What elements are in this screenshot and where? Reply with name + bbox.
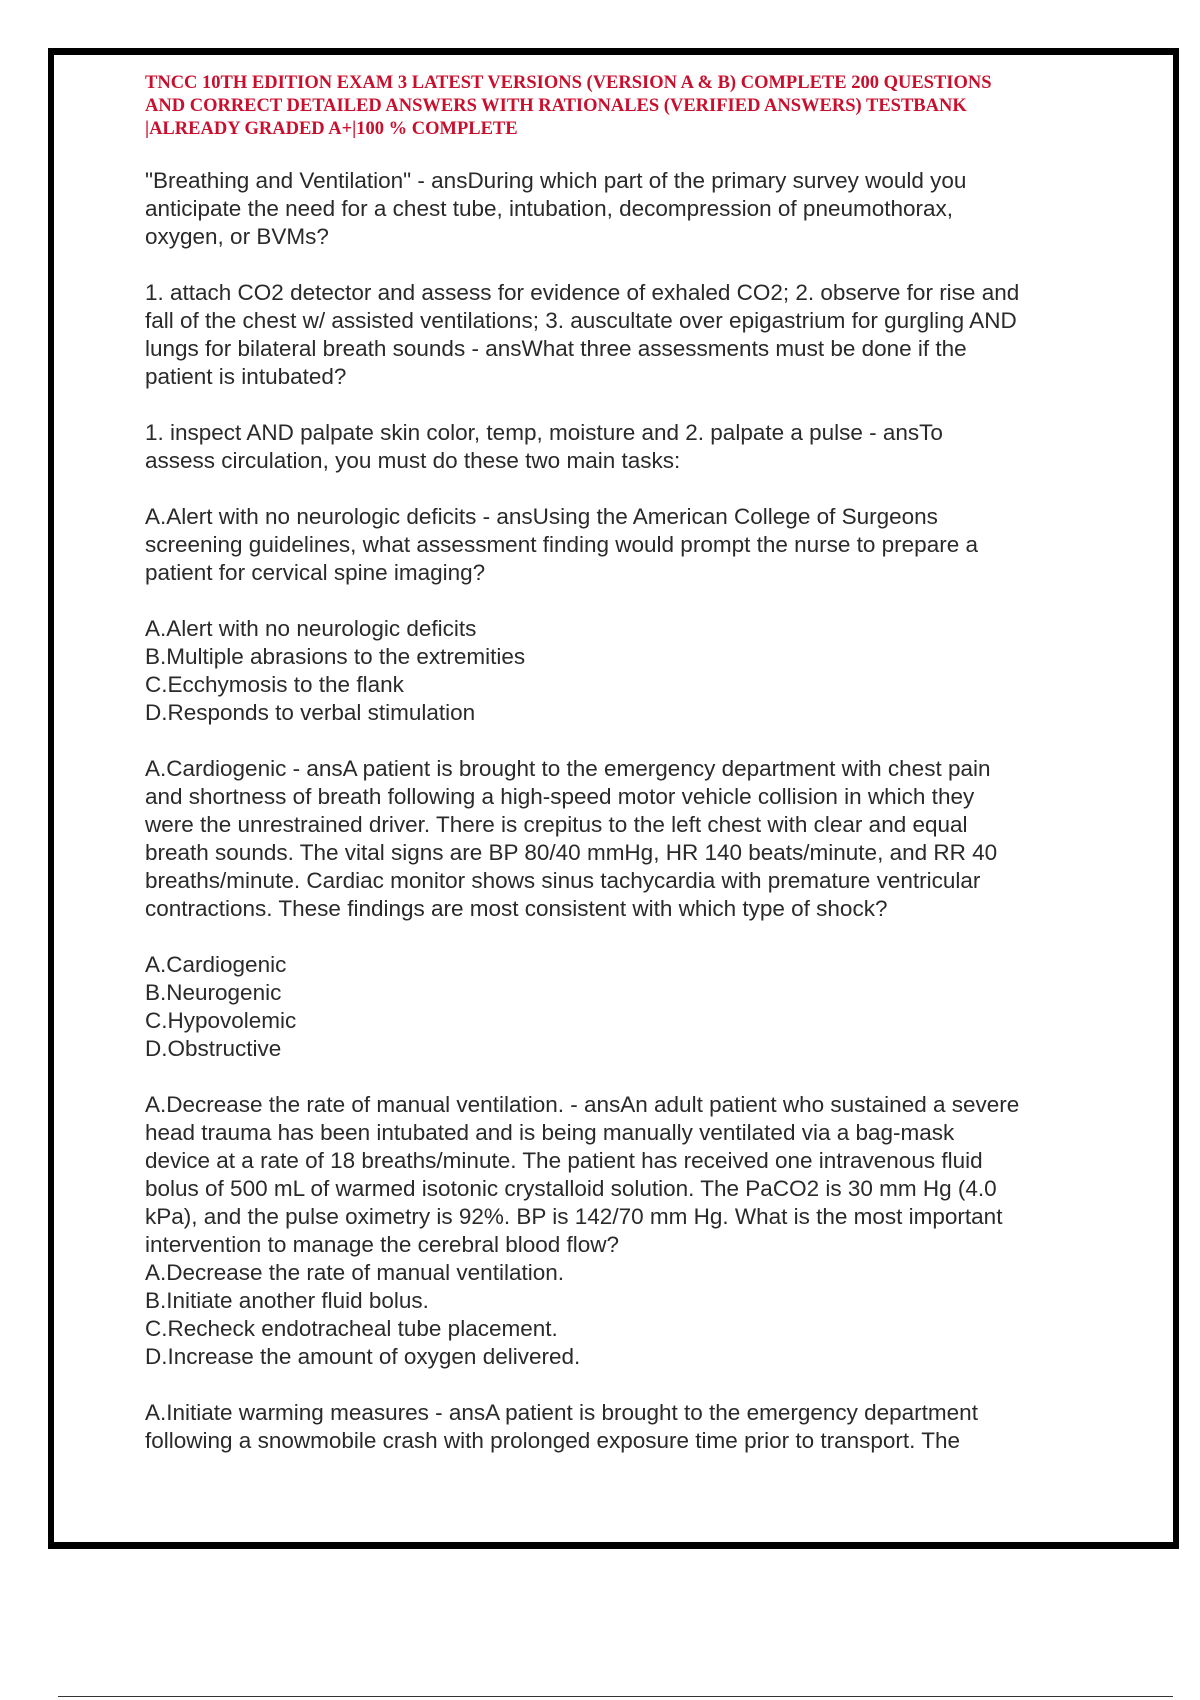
option-line: C.Hypovolemic xyxy=(145,1008,297,1033)
option-line: B.Neurogenic xyxy=(145,980,282,1005)
text-line: 1. inspect AND palpate skin color, temp, moisture and 2. palpate a pulse - ansTo xyxy=(145,420,943,445)
text-line: A.Decrease the rate of manual ventilation. - ansAn adult patient who sustained a severe xyxy=(145,1092,1020,1117)
text-line: breaths/minute. Cardiac monitor shows sinus tachycardia with premature ventricular xyxy=(145,868,981,893)
qa-block xyxy=(145,279,1095,391)
text-line: anticipate the need for a chest tube, intubation, decompression of pneumothorax, xyxy=(145,196,954,221)
option-line: A.Alert with no neurologic deficits xyxy=(145,616,477,641)
option-line: C.Ecchymosis to the flank xyxy=(145,672,404,697)
option-line: D.Obstructive xyxy=(145,1036,282,1061)
title-line: |ALREADY GRADED A+|100 % COMPLETE xyxy=(145,119,518,139)
document-title xyxy=(145,72,1105,141)
options-block xyxy=(145,615,1095,727)
option-line: B.Multiple abrasions to the extremities xyxy=(145,644,526,669)
qa-block xyxy=(145,755,1095,923)
text-line: intervention to manage the cerebral blood flow? xyxy=(145,1232,620,1257)
qa-block xyxy=(145,167,1095,251)
text-line: assess circulation, you must do these two main tasks: xyxy=(145,448,681,473)
qa-block xyxy=(145,419,1095,475)
text-line: "Breathing and Ventilation" - ansDuring which part of the primary survey would you xyxy=(145,168,967,193)
footer-rule xyxy=(58,1696,1173,1697)
text-line: A.Cardiogenic - ansA patient is brought to the emergency department with chest pain xyxy=(145,756,991,781)
options-block xyxy=(145,951,1095,1063)
text-line: device at a rate of 18 breaths/minute. The patient has received one intravenous fluid xyxy=(145,1148,983,1173)
text-line: oxygen, or BVMs? xyxy=(145,224,329,249)
text-line: were the unrestrained driver. There is crepitus to the left chest with clear and equal xyxy=(145,812,968,837)
text-line: and shortness of breath following a high-speed motor vehicle collision in which they xyxy=(145,784,975,809)
option-line: B.Initiate another fluid bolus. xyxy=(145,1288,429,1313)
title-line: TNCC 10TH EDITION EXAM 3 LATEST VERSIONS (VERSION A & B) COMPLETE 200 QUESTIONS xyxy=(145,73,992,93)
text-line: A.Initiate warming measures - ansA patient is brought to the emergency department xyxy=(145,1400,978,1425)
qa-block xyxy=(145,1091,1095,1371)
text-line: 1. attach CO2 detector and assess for evidence of exhaled CO2; 2. observe for rise and xyxy=(145,280,1020,305)
qa-block xyxy=(145,1399,1095,1455)
title-line: AND CORRECT DETAILED ANSWERS WITH RATIONALES (VERIFIED ANSWERS) TESTBANK xyxy=(145,96,967,116)
document-body xyxy=(145,167,1095,1455)
text-line: A.Alert with no neurologic deficits - ansUsing the American College of Surgeons xyxy=(145,504,938,529)
text-line: bolus of 500 mL of warmed isotonic crystalloid solution. The PaCO2 is 30 mm Hg (4.0 xyxy=(145,1176,997,1201)
text-line: patient is intubated? xyxy=(145,364,347,389)
text-line: lungs for bilateral breath sounds - ansWhat three assessments must be done if the xyxy=(145,336,967,361)
text-line: breath sounds. The vital signs are BP 80/40 mmHg, HR 140 beats/minute, and RR 40 xyxy=(145,840,998,865)
qa-block xyxy=(145,503,1095,587)
option-line: D.Increase the amount of oxygen delivered. xyxy=(145,1344,581,1369)
option-line: C.Recheck endotracheal tube placement. xyxy=(145,1316,558,1341)
text-line: contractions. These findings are most consistent with which type of shock? xyxy=(145,896,888,921)
text-line: kPa), and the pulse oximetry is 92%. BP is 142/70 mm Hg. What is the most important xyxy=(145,1204,1003,1229)
option-line: A.Cardiogenic xyxy=(145,952,287,977)
text-line: patient for cervical spine imaging? xyxy=(145,560,486,585)
option-line: A.Decrease the rate of manual ventilation. xyxy=(145,1260,564,1285)
text-line: fall of the chest w/ assisted ventilations; 3. auscultate over epigastrium for gurgling AND xyxy=(145,308,1017,333)
text-line: screening guidelines, what assessment finding would prompt the nurse to prepare a xyxy=(145,532,978,557)
option-line: D.Responds to verbal stimulation xyxy=(145,700,476,725)
text-line: following a snowmobile crash with prolonged exposure time prior to transport. The xyxy=(145,1428,960,1453)
text-line: head trauma has been intubated and is being manually ventilated via a bag-mask xyxy=(145,1120,955,1145)
